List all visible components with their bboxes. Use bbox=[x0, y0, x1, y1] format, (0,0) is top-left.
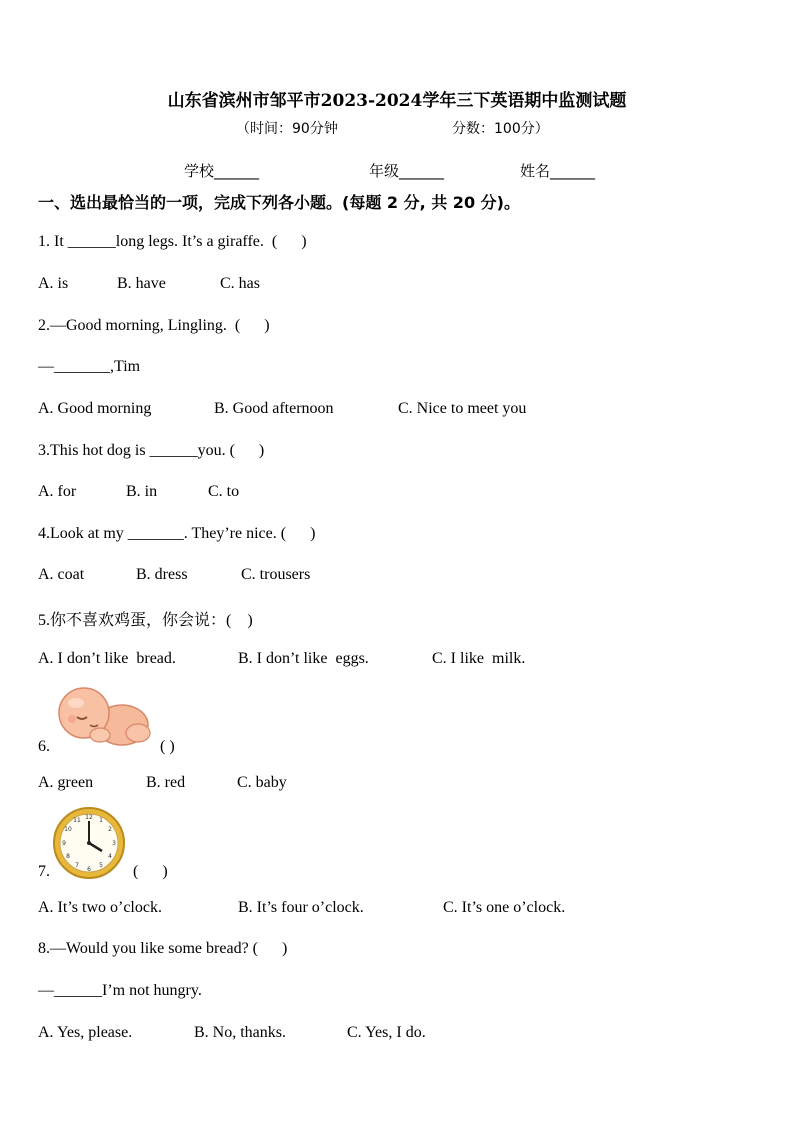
section-heading: 一、选出最恰当的一项，完成下列各小题。(每题 2 分, 共 20 分)。 bbox=[38, 193, 520, 212]
question-8-option-a: A. Yes, please. bbox=[38, 1024, 133, 1041]
question-1-option-c: C. has bbox=[220, 275, 260, 292]
question-2-option-a: A. Good morning bbox=[38, 400, 152, 417]
question-8-option-b: B. No, thanks. bbox=[194, 1024, 286, 1041]
svg-text:9: 9 bbox=[62, 840, 66, 847]
question-7-option-a: A. It’s two o’clock. bbox=[38, 899, 162, 916]
svg-text:10: 10 bbox=[64, 826, 72, 833]
svg-text:6: 6 bbox=[87, 866, 91, 873]
question-1-option-b: B. have bbox=[117, 275, 166, 292]
question-7-option-b: B. It’s four o’clock. bbox=[238, 899, 364, 916]
clock-icon bbox=[52, 806, 126, 880]
question-6-option-b: B. red bbox=[146, 774, 186, 791]
svg-text:7: 7 bbox=[75, 862, 79, 869]
question-3-option-b: B. in bbox=[126, 483, 158, 500]
question-2-option-c: C. Nice to meet you bbox=[398, 400, 527, 417]
svg-text:2: 2 bbox=[108, 826, 112, 833]
svg-text:8: 8 bbox=[66, 853, 70, 860]
svg-text:3: 3 bbox=[112, 840, 116, 847]
question-5-option-c: C. I like milk. bbox=[432, 650, 526, 667]
grade-field: 年级______ bbox=[369, 162, 445, 180]
question-1-stem: 1. It ______long legs. It’s a giraffe. ( ) bbox=[38, 233, 307, 250]
question-4-option-c: C. trousers bbox=[241, 566, 311, 583]
question-5-stem: 5.你不喜欢鸡蛋，你会说：( ) bbox=[38, 612, 253, 629]
svg-text:5: 5 bbox=[99, 862, 103, 869]
question-7-paren: ( ) bbox=[133, 863, 168, 880]
svg-text:4: 4 bbox=[108, 853, 112, 860]
question-6-option-a: A. green bbox=[38, 774, 94, 791]
question-6-number: 6. bbox=[38, 738, 50, 755]
question-2-stem: 2.—Good morning, Lingling. ( ) bbox=[38, 317, 270, 334]
school-field: 学校______ bbox=[184, 162, 260, 180]
question-8-reply: —______I’m not hungry. bbox=[38, 982, 202, 999]
question-5-option-b: B. I don’t like eggs. bbox=[238, 650, 369, 667]
sleeping-baby-icon bbox=[50, 685, 152, 749]
score-info: 分数：100分） bbox=[452, 121, 549, 137]
svg-text:11: 11 bbox=[73, 817, 81, 824]
name-field: 姓名______ bbox=[520, 162, 596, 180]
question-4-option-a: A. coat bbox=[38, 566, 85, 583]
page-title: 山东省滨州市邹平市2023-2024学年三下英语期中监测试题 bbox=[167, 91, 627, 111]
question-3-option-a: A. for bbox=[38, 483, 77, 500]
svg-text:12: 12 bbox=[85, 814, 93, 821]
svg-text:1: 1 bbox=[99, 817, 103, 824]
question-2-option-b: B. Good afternoon bbox=[214, 400, 334, 417]
time-info: （时间：90分钟 bbox=[236, 121, 338, 137]
question-1-option-a: A. is bbox=[38, 275, 69, 292]
question-3-stem: 3.This hot dog is ______you. ( ) bbox=[38, 442, 265, 459]
question-8-option-c: C. Yes, I do. bbox=[347, 1024, 426, 1041]
question-8-stem: 8.—Would you like some bread? ( ) bbox=[38, 940, 288, 957]
question-4-stem: 4.Look at my _______. They’re nice. ( ) bbox=[38, 525, 316, 542]
question-5-option-a: A. I don’t like bread. bbox=[38, 650, 176, 667]
question-3-option-c: C. to bbox=[208, 483, 240, 500]
question-2-reply: —_______,Tim bbox=[38, 358, 141, 375]
question-6-option-c: C. baby bbox=[237, 774, 287, 791]
question-6-paren: ( ) bbox=[160, 738, 175, 755]
question-4-option-b: B. dress bbox=[136, 566, 188, 583]
question-7-number: 7. bbox=[38, 863, 50, 880]
question-7-option-c: C. It’s one o’clock. bbox=[443, 899, 566, 916]
